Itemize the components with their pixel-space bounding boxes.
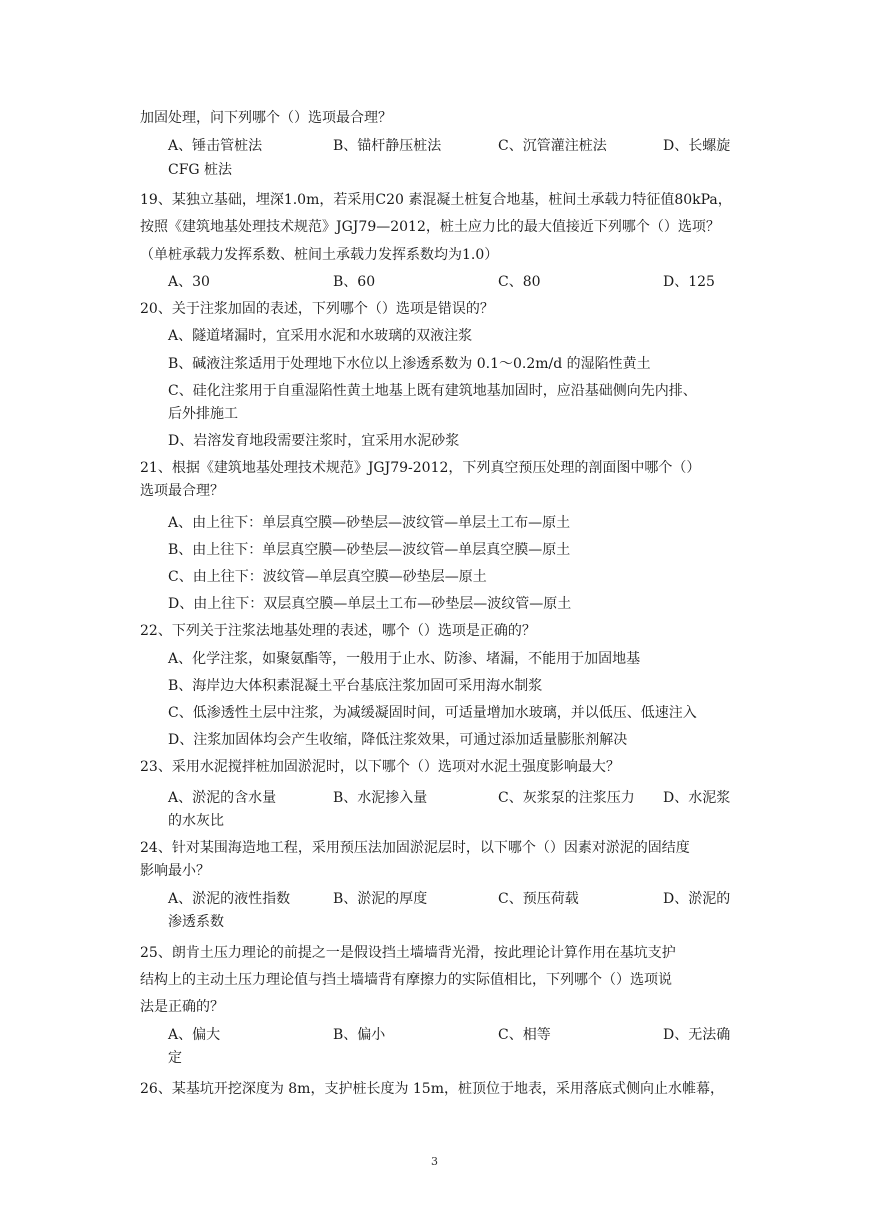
page-number: 3: [431, 1155, 438, 1168]
text-line: 加固处理，问下列哪个（）选项最合理？: [140, 110, 392, 126]
text-line: C、硅化注浆用于自重湿陷性黄土地基上既有建筑地基加固时，应沿基础侧向先内排、: [168, 383, 697, 399]
question-22: 22、下列关于注浆法地基处理的表述，哪个（）选项是正确的？: [140, 623, 536, 639]
question-24: 24、针对某围海造地工程，采用预压法加固淤泥层时，以下哪个（）因素对淤泥的固结度: [140, 840, 690, 856]
option-d: D、125: [663, 274, 715, 290]
option-b: B、淤泥的厚度: [333, 891, 428, 907]
option-d: D、长螺旋: [663, 138, 731, 154]
question-25: 25、朗肯土压力理论的前提之一是假设挡土墙墙背光滑，按此理论计算作用在基坑支护: [140, 945, 676, 961]
option-d: D、水泥浆: [663, 790, 731, 806]
text-line: （单桩承载力发挥系数、桩间土承载力发挥系数均为1.0）: [140, 247, 499, 263]
option-b: B、锚杆静压桩法: [333, 138, 442, 154]
option-b: B、60: [333, 274, 376, 290]
text-line: 定: [168, 1050, 182, 1066]
text-line: 法是正确的？: [140, 999, 224, 1015]
option-c: C、相等: [498, 1027, 551, 1043]
question-19: 19、某独立基础，埋深1.0m，若采用C20 素混凝土桩复合地基，桩间土承载力特征值80kPa，: [140, 192, 732, 208]
option-a: A、30: [168, 274, 210, 290]
text-line: C、由上往下：波纹管—单层真空膜—砂垫层—原土: [168, 569, 487, 585]
text-line: B、由上往下：单层真空膜—砂垫层—波纹管—单层真空膜—原土: [168, 542, 571, 558]
text-line: 影响最小？: [140, 863, 210, 879]
option-b: B、偏小: [333, 1027, 386, 1043]
text-line: 的水灰比: [168, 813, 224, 829]
option-a: A、偏大: [168, 1027, 221, 1043]
option-d: D、无法确: [663, 1027, 731, 1043]
text-line: D、岩溶发育地段需要注浆时，宜采用水泥砂浆: [168, 433, 460, 449]
text-line: 后外排施工: [168, 406, 238, 422]
text-line: B、碱液注浆适用于处理地下水位以上渗透系数为 0.1～0.2m/d 的湿陷性黄土: [168, 356, 651, 372]
option-c: C、80: [498, 274, 541, 290]
text-line: B、海岸边大体积素混凝土平台基底注浆加固可采用海水制浆: [168, 678, 543, 694]
option-c: C、灰浆泵的注浆压力: [498, 790, 635, 806]
text-line: 渗透系数: [168, 914, 224, 930]
option-d: D、淤泥的: [663, 891, 731, 907]
option-b: B、水泥掺入量: [333, 790, 428, 806]
option-c: C、沉管灌注桩法: [498, 138, 607, 154]
text-line: CFG 桩法: [168, 162, 233, 178]
question-23: 23、采用水泥搅拌桩加固淤泥时，以下哪个（）选项对水泥土强度影响最大？: [140, 759, 620, 775]
text-line: C、低渗透性土层中注浆，为减缓凝固时间，可适量增加水玻璃，并以低压、低速注入: [168, 705, 697, 721]
text-line: 选项最合理？: [140, 483, 224, 499]
option-c: C、预压荷载: [498, 891, 579, 907]
question-21: 21、根据《建筑地基处理技术规范》JGJ79-2012，下列真空预压处理的剖面图中哪个（）: [140, 460, 701, 476]
text-line: 按照《建筑地基处理技术规范》JGJ79—2012，桩土应力比的最大值接近下列哪个（）选项？: [140, 219, 720, 235]
option-a: A、锤击管桩法: [168, 138, 263, 154]
text-line: 结构上的主动土压力理论值与挡土墙墙背有摩擦力的实际值相比，下列哪个（）选项说: [140, 972, 672, 988]
text-line: A、化学注浆，如聚氨酯等，一般用于止水、防渗、堵漏，不能用于加固地基: [168, 651, 641, 667]
option-a: A、淤泥的液性指数: [168, 891, 291, 907]
text-line: A、隧道堵漏时，宜采用水泥和水玻璃的双液注浆: [168, 328, 473, 344]
text-line: D、由上往下：双层真空膜—单层土工布—砂垫层—波纹管—原土: [168, 596, 572, 612]
question-20: 20、关于注浆加固的表述，下列哪个（）选项是错误的？: [140, 301, 494, 317]
text-line: D、注浆加固体均会产生收缩，降低注浆效果，可通过添加适量膨胀剂解决: [168, 732, 628, 748]
question-26: 26、某基坑开挖深度为 8m，支护桩长度为 15m，桩顶位于地表，采用落底式侧向止水帷幕，: [140, 1081, 724, 1097]
option-a: A、淤泥的含水量: [168, 790, 277, 806]
text-line: A、由上往下：单层真空膜—砂垫层—波纹管—单层土工布—原土: [168, 515, 571, 531]
